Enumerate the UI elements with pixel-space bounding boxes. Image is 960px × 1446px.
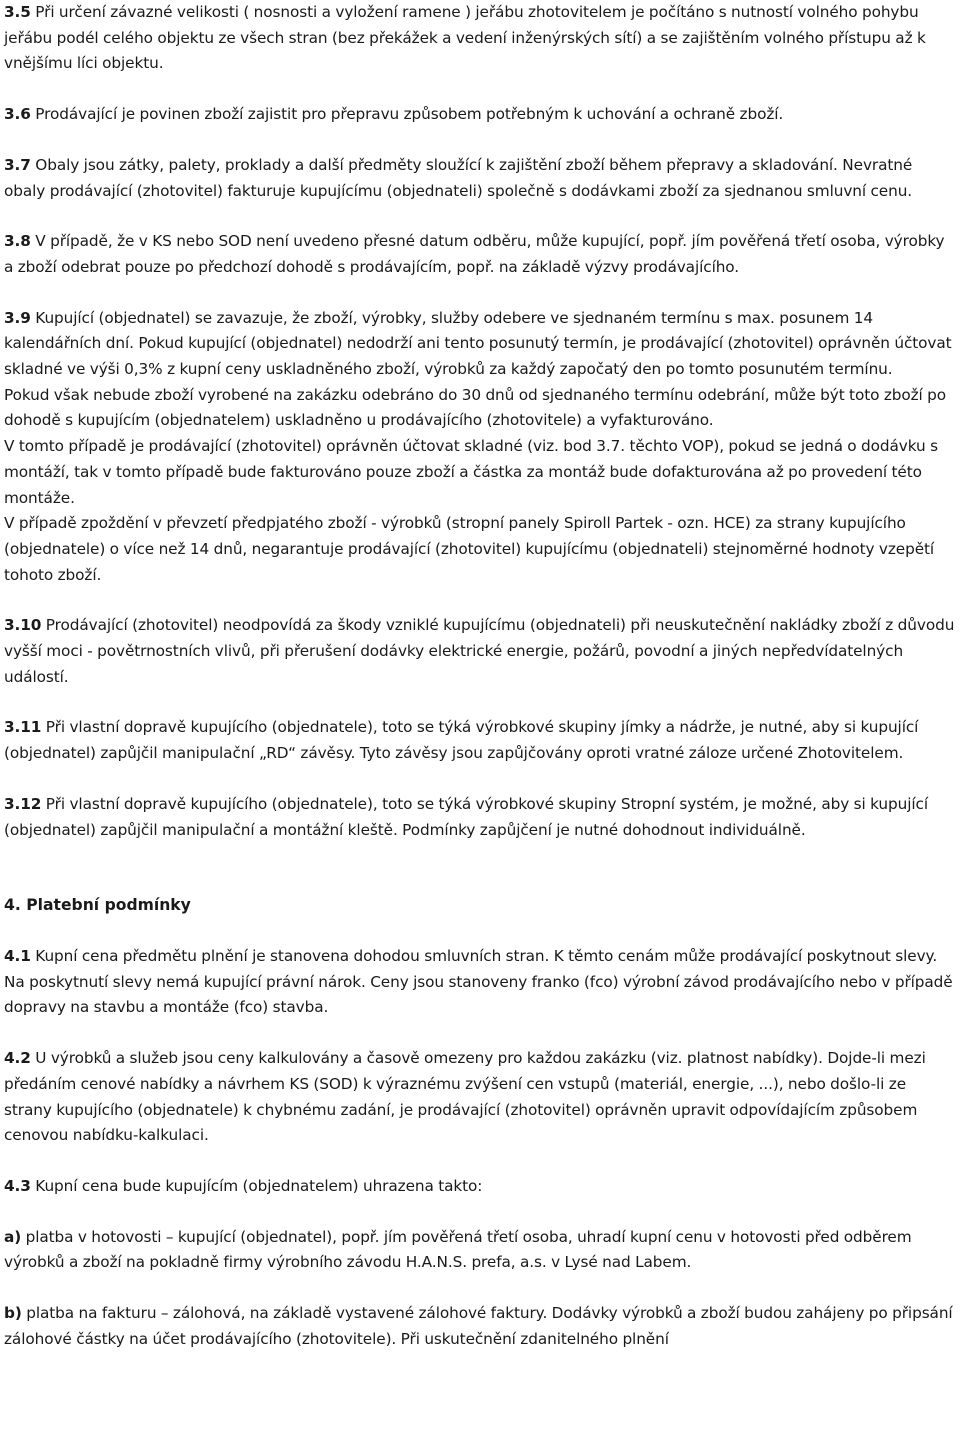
clause-text: Kupní cena předmětu plnění je stanovena dohodou smluvních stran. K těmto cenám může prodávající poskytnout slevy. Na poskytnutí slevy nemá kupující právní nárok. Ceny jsou stanoveny franko (fco) výrobní závod prodávajícího nebo v případě dopravy na stavbu a montáže (fco) stavba. xyxy=(4,946,953,1017)
paragraph-3-12 xyxy=(4,792,956,843)
clause-text: Kupní cena bude kupujícím (objednatelem) uhrazena takto: xyxy=(30,1176,483,1195)
clause-number: 3.5 xyxy=(4,3,31,21)
clause-number: 3.9 xyxy=(4,308,31,327)
clause-number: a) xyxy=(4,1227,22,1246)
clause-number: 3.7 xyxy=(4,155,31,174)
clause-number: 3.12 xyxy=(4,794,42,813)
paragraph-4-3-a xyxy=(4,1225,956,1276)
paragraph-3-8 xyxy=(4,229,956,280)
paragraph-3-5 xyxy=(4,0,956,77)
paragraph-3-10 xyxy=(4,613,956,690)
paragraph-3-9 xyxy=(4,306,956,383)
paragraph-4-1 xyxy=(4,944,956,1021)
paragraph-3-11 xyxy=(4,715,956,766)
clause-text: platba na fakturu – zálohová, na základě vystavené zálohové faktury. Dodávky výrobků a zboží budou zahájeny po připsání zálohové částky na účet prodávajícího (zhotovitele). Při uskutečnění zdanitelného plnění xyxy=(4,1304,953,1348)
clause-text: platba v hotovosti – kupující (objednatel), popř. jím pověřená třetí osoba, uhradí kupní cenu v hotovosti před odběrem výrobků a zboží na pokladně firmy výrobního závodu H.A.N.S. prefa, a.s. v Lysé nad Labem. xyxy=(4,1227,912,1272)
clause-text: Při vlastní dopravě kupujícího (objednatele), toto se týká výrobkové skupiny Stropní systém, je možné, aby si kupující (objednatel) zapůjčil manipulační a montážní kleště. Podmínky zapůjčení je nutné dohodnout individuálně. xyxy=(4,794,928,839)
clause-text: Kupující (objednatel) se zavazuje, že zboží, výrobky, služby odebere ve sjednaném termínu s max. posunem 14 kalendářních dní. Pokud kupující (objednatel) nedodrží ani tento posunutý termín, je prodávající (zhotovitel) oprávněn účtovat skladné ve výši 0,3% z kupní ceny uskladněného zboží, výrobků za každý započatý den po tomto posunutém termínu. xyxy=(4,308,952,379)
clause-number: 4.3 xyxy=(4,1176,31,1195)
paragraph-4-2 xyxy=(4,1046,956,1149)
clause-number: 3.11 xyxy=(4,718,42,737)
paragraph-4-3-b xyxy=(4,1301,956,1352)
clause-number: 4.2 xyxy=(4,1049,31,1068)
clause-text: Při vlastní dopravě kupujícího (objednatele), toto se týká výrobkové skupiny jímky a nádrže, je nutné, aby si kupující (objednatel) zapůjčil manipulační „RD“ závěsy. Tyto závěsy jsou zapůjčovány oproti vratné záloze určené Zhotovitelem. xyxy=(4,718,919,763)
clause-number: 3.6 xyxy=(4,105,31,124)
clause-text: Obaly jsou zátky, palety, proklady a další předměty sloužící k zajištění zboží během přepravy a skladování. Nevratné obaly prodávající (zhotovitel) fakturuje kupujícímu (objednateli) společně s dodávkami zboží za sjednanou smluvní cenu. xyxy=(4,155,913,200)
clause-text: Při určení závazné velikosti ( nosnosti a vyložení ramene ) jeřábu zhotovitelem je počítáno s nutností volného pohybu jeřábu podél celého objektu ze všech stran (bez překážek a vedení inženýrských sítí) a se zajištěním volného přístupu až k vnějšímu líci objektu. xyxy=(4,3,926,73)
paragraph-3-6 xyxy=(4,102,956,128)
clause-number: 3.8 xyxy=(4,232,31,251)
section-heading-4: 4. Platební podmínky xyxy=(4,896,191,915)
clause-number: 4.1 xyxy=(4,946,31,965)
paragraph-4-3 xyxy=(4,1174,956,1200)
paragraph-3-9-continuation: Pokud však nebude zboží vyrobené na zakázku odebráno do 30 dnů od sjednaného termínu odebrání, může být toto zboží po dohodě s kupujícím (objednatelem) uskladněno u prodávajícího (zhotovitele) a vyfakturováno. xyxy=(4,385,947,430)
paragraph-3-7 xyxy=(4,153,956,204)
clause-text: U výrobků a služeb jsou ceny kalkulovány a časově omezeny pro každou zakázku (viz. platnost nabídky). Dojde-li mezi předáním cenové nabídky a návrhem KS (SOD) k výraznému zvýšení cen vstupů (materiál, energie, ...), nebo došlo-li ze strany kupujícího (objednatele) k chybnému zadání, je prodávající (zhotovitel) oprávněn upravit odpovídajícím způsobem cenovou nabídku-kalkulaci. xyxy=(4,1049,926,1145)
paragraph-3-9-continuation: V případě zpoždění v převzetí předpjatého zboží - výrobků (stropní panely Spiroll Partek - ozn. HCE) za strany kupujícího (objednatele) o více než 14 dnů, negarantuje prodávající (zhotovitel) kupujícímu (objednateli) stejnoměrné hodnoty vzepětí tohoto zboží. xyxy=(4,514,935,584)
clause-text: V případě, že v KS nebo SOD není uvedeno přesné datum odběru, může kupující, popř. jím pověřená třetí osoba, výrobky a zboží odebrat pouze po předchozí dohodě s prodávajícím, popř. na základě výzvy prodávajícího. xyxy=(4,232,945,276)
clause-text: Prodávající je povinen zboží zajistit pro přepravu způsobem potřebným k uchování a ochraně zboží. xyxy=(30,105,784,124)
clause-number: 3.10 xyxy=(4,616,42,635)
clause-number: b) xyxy=(4,1304,22,1323)
paragraph-3-9-continuation: V tomto případě je prodávající (zhotovitel) oprávněn účtovat skladné (viz. bod 3.7. těchto VOP), pokud se jedná o dodávku s montáží, tak v tomto případě bude fakturováno pouze zboží a částka za montáž bude dofakturována až po provedení této montáže. xyxy=(4,437,938,507)
clause-text: Prodávající (zhotovitel) neodpovídá za škody vzniklé kupujícímu (objednateli) při neuskutečnění nakládky zboží z důvodu vyšší moci - povětrnostních vlivů, při přerušení dodávky elektrické energie, požárů, povodní a jiných nepředvídatelných událostí. xyxy=(4,616,955,686)
document-page xyxy=(4,0,956,1352)
